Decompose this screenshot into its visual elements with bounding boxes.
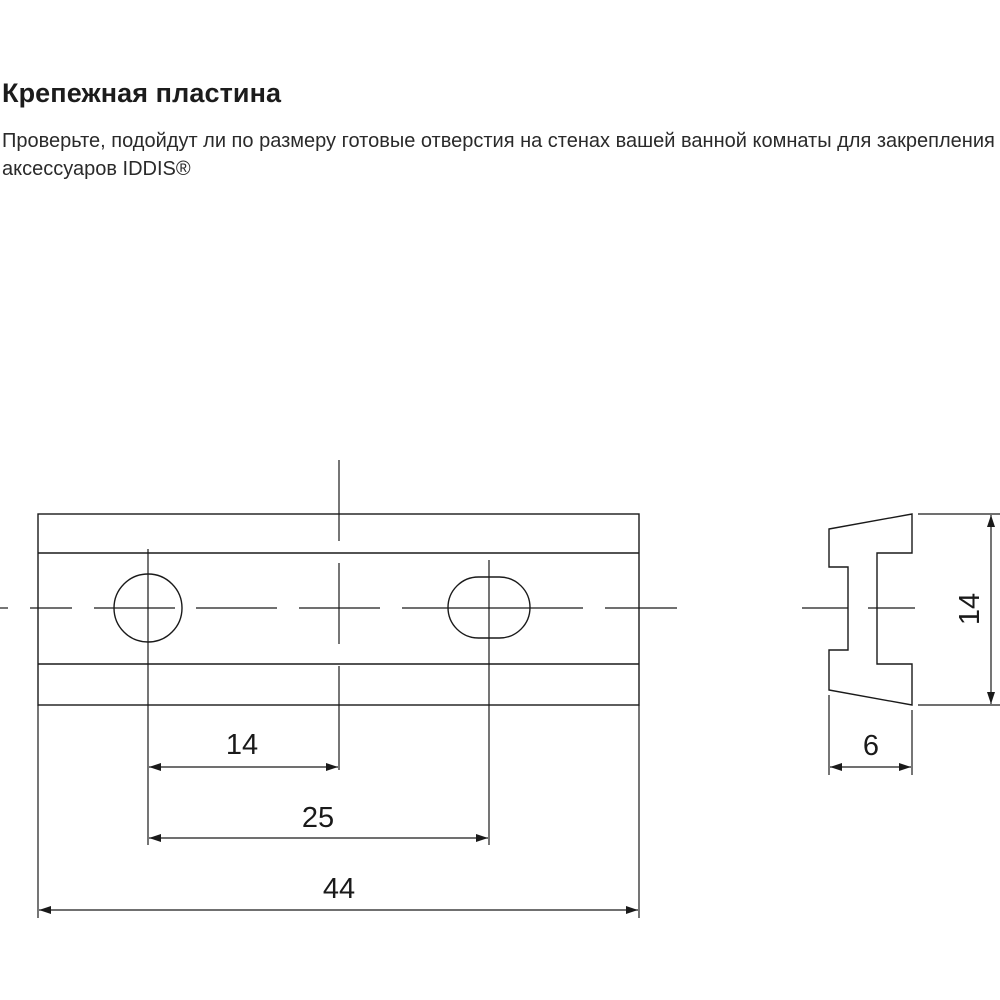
dimension-label-14-horizontal: 14	[225, 729, 259, 761]
dimension-label-44: 44	[322, 873, 356, 905]
dimension-label-6: 6	[862, 730, 880, 762]
dimension-label-25: 25	[301, 802, 335, 834]
profile-outline	[829, 514, 912, 705]
page-title: Крепежная пластина	[2, 78, 282, 108]
page-description: Проверьте, подойдут ли по размеру готовые отверстия на стенах вашей ванной комнаты для закрепления аксессуаров IDDIS®	[2, 130, 995, 180]
dimension-label-14-vertical: 14	[954, 592, 986, 626]
